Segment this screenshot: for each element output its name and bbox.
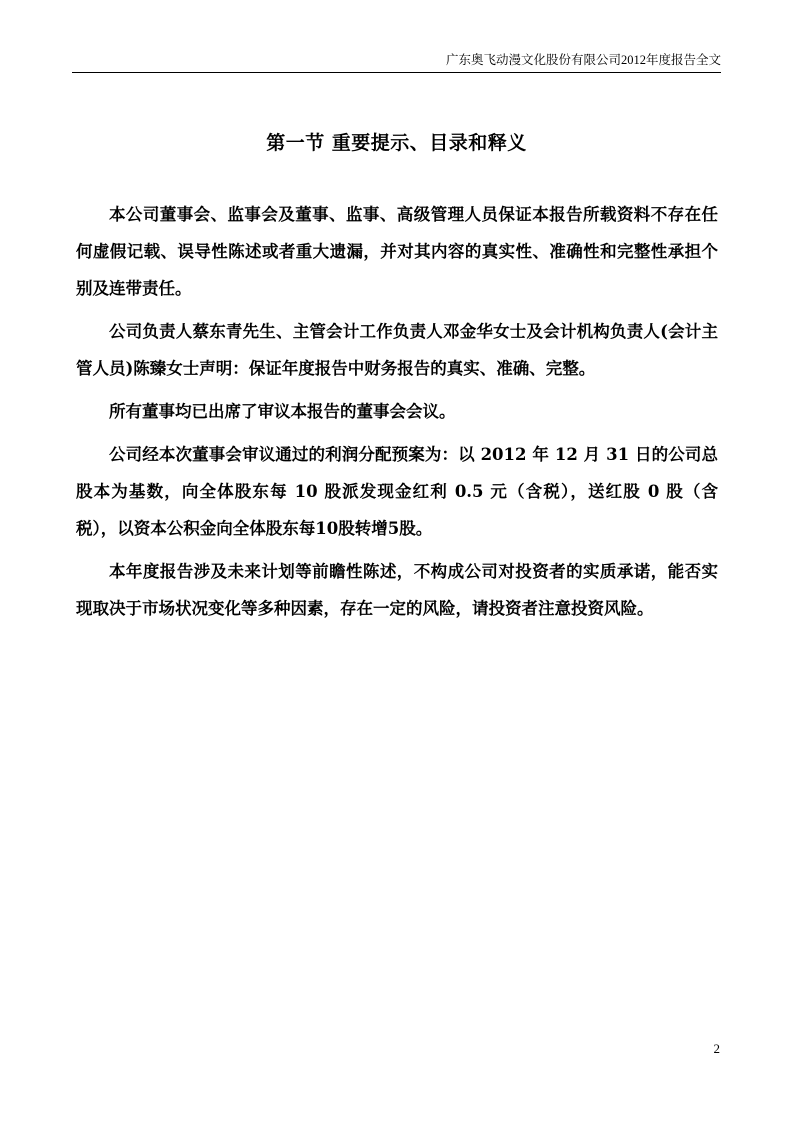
paragraph-responsibility-statement: 本公司董事会、监事会及董事、监事、高级管理人员保证本报告所载资料不存在任何虚假记载、误导性陈述或者重大遗漏，并对其内容的真实性、准确性和完整性承担个别及连带责任。 bbox=[76, 205, 718, 298]
paragraph-profit-distribution: 公司经本次董事会审议通过的利润分配预案为：以 2012 年 12 月 31 日的公司总股本为基数，向全体股东每 10 股派发现金红利 0.5 元（含税），送红股 0 股（含税），以资本公积金向全体股东每10股转增5股。 bbox=[76, 445, 718, 538]
document-body bbox=[76, 196, 718, 633]
running-header bbox=[72, 50, 721, 73]
section-title: 第一节 重要提示、目录和释义 bbox=[266, 132, 527, 154]
paragraph-officer-declaration: 公司负责人蔡东青先生、主管会计工作负责人邓金华女士及会计机构负责人(会计主管人员)陈臻女士声明：保证年度报告中财务报告的真实、准确、完整。 bbox=[76, 322, 718, 378]
running-header-title: 广东奥飞动漫文化股份有限公司2012年度报告全文 bbox=[445, 53, 721, 67]
page-number: 2 bbox=[713, 1041, 720, 1056]
paragraph-board-attendance: 所有董事均已出席了审议本报告的董事会会议。 bbox=[109, 402, 456, 421]
paragraph-forward-looking-disclaimer: 本年度报告涉及未来计划等前瞻性陈述，不构成公司对投资者的实质承诺，能否实现取决于市场状况变化等多种因素，存在一定的风险，请投资者注意投资风险。 bbox=[76, 562, 718, 618]
